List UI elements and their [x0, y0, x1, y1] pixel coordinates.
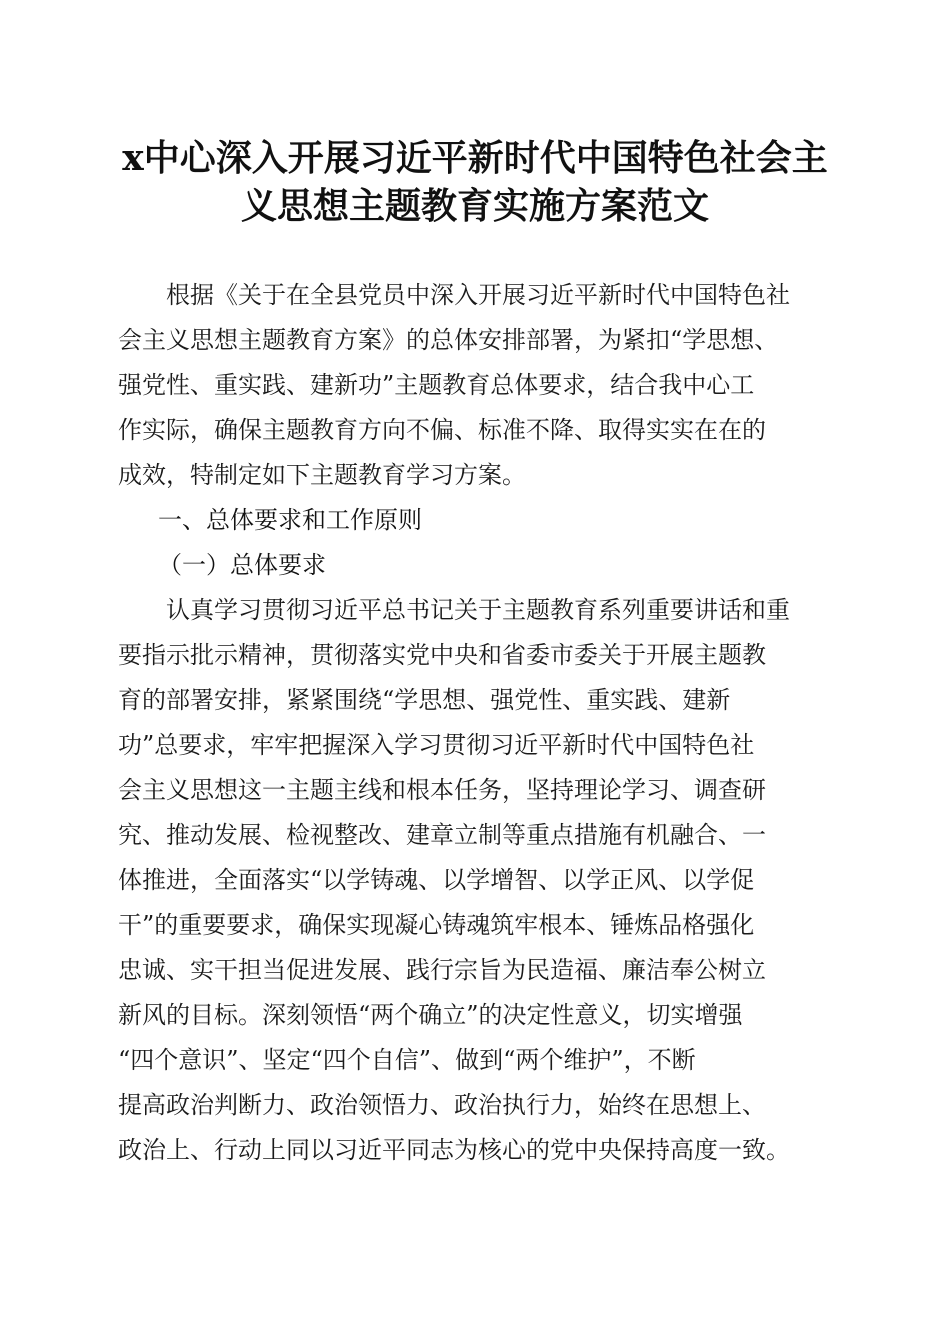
document-body: [118, 273, 838, 1173]
paragraph-line: 体推进，全面落实“以学铸魂、以学增智、以学正风、以学促: [118, 866, 755, 894]
paragraph-line: 要指示批示精神，贯彻落实党中央和省委市委关于开展主题教: [118, 641, 766, 669]
paragraph-line: 究、推动发展、检视整改、建章立制等重点措施有机融合、一: [118, 821, 766, 849]
subsection-heading-1: （一）总体要求: [158, 551, 326, 579]
paragraph-line: 成效，特制定如下主题教育学习方案。: [118, 461, 526, 489]
paragraph-line: 忠诚、实干担当促进发展、践行宗旨为民造福、廉洁奉公树立: [118, 956, 766, 984]
paragraph-line: 干”的重要要求，确保实现凝心铸魂筑牢根本、锤炼品格强化: [118, 911, 755, 939]
paragraph-line: 会主义思想这一主题主线和根本任务，坚持理论学习、调查研: [118, 776, 766, 804]
paragraph-line: 会主义思想主题教育方案》的总体安排部署，为紧扣“学思想、: [118, 326, 779, 354]
paragraph-line: 根据《关于在全县党员中深入开展习近平新时代中国特色社: [118, 281, 790, 309]
title-line-1: x中心深入开展习近平新时代中国特色社会主: [122, 137, 828, 179]
general-requirements-paragraph: [118, 588, 838, 1173]
intro-paragraph: [118, 273, 838, 498]
paragraph-line: 作实际，确保主题教育方向不偏、标准不降、取得实实在在的: [118, 416, 766, 444]
document-title: [100, 134, 850, 230]
paragraph-line: 强党性、重实践、建新功”主题教育总体要求，结合我中心工: [118, 371, 755, 399]
section-heading-1: 一、总体要求和工作原则: [158, 506, 422, 534]
paragraph-line: 认真学习贯彻习近平总书记关于主题教育系列重要讲话和重: [118, 596, 790, 624]
paragraph-line: 功”总要求，牢牢把握深入学习贯彻习近平新时代中国特色社: [118, 731, 755, 759]
paragraph-line: 新风的目标。深刻领悟“两个确立”的决定性意义，切实增强: [118, 1001, 743, 1029]
paragraph-line: “四个意识”、坚定“四个自信”、做到“两个维护”，不断: [118, 1046, 696, 1074]
paragraph-line: 提高政治判断力、政治领悟力、政治执行力，始终在思想上、: [118, 1091, 766, 1119]
title-line-2: 义思想主题教育实施方案范文: [240, 185, 709, 227]
paragraph-line: 政治上、行动上同以习近平同志为核心的党中央保持高度一致。: [118, 1136, 790, 1164]
paragraph-line: 育的部署安排，紧紧围绕“学思想、强党性、重实践、建新: [118, 686, 731, 714]
